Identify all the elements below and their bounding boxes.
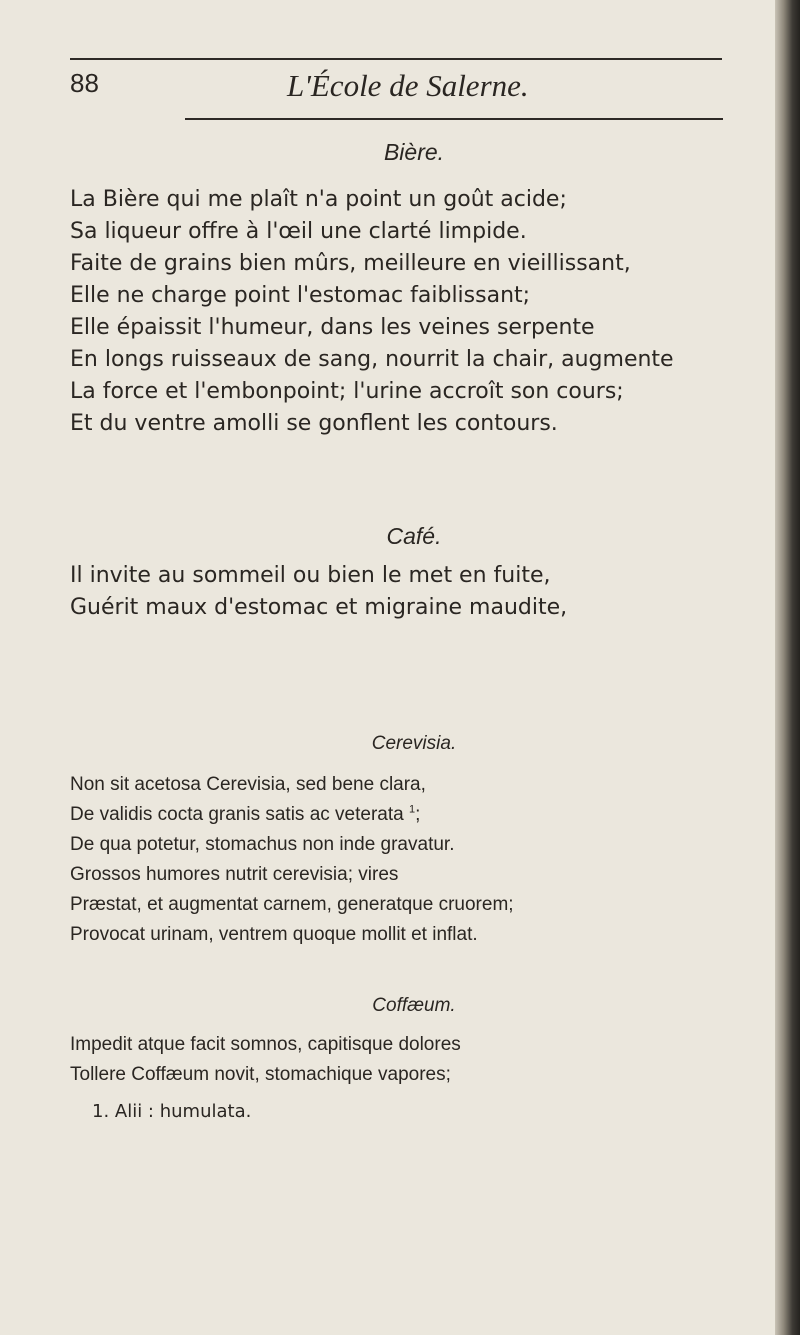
verse-line: Grossos humores nutrit cerevisia; vires — [70, 864, 399, 885]
verse-line: Non sit acetosa Cerevisia, sed bene clara, — [70, 774, 426, 795]
verse-line: La force et l'embonpoint; l'urine accroît son cours; — [70, 379, 624, 404]
verse-line: Elle ne charge point l'estomac faiblissant; — [70, 283, 531, 308]
page-number: 88 — [70, 68, 99, 98]
verse-line: De qua potetur, stomachus non inde gravatur. — [70, 834, 455, 855]
verse-line: Faite de grains bien mûrs, meilleure en vieillissant, — [70, 251, 631, 276]
verse-line: En longs ruisseaux de sang, nourrit la chair, augmente — [70, 347, 674, 372]
verse-line: Provocat urinam, ventrem quoque mollit et inflat. — [70, 924, 478, 945]
verses-cafe — [70, 560, 760, 624]
verse-line: Impedit atque facit somnos, capitisque dolores — [70, 1034, 461, 1055]
verse-line: Præstat, et augmentat carnem, generatque cruorem; — [70, 894, 514, 915]
verse-line: Guérit maux d'estomac et migraine maudite, — [70, 595, 568, 620]
page-edge-shadow — [775, 0, 800, 1335]
header-rule-top — [70, 58, 722, 60]
section-title-cafe: Café. — [386, 523, 442, 549]
verse-line: Tollere Coffæum novit, stomachique vapores; — [70, 1064, 451, 1085]
section-title-coffaeum: Coffæum. — [372, 995, 456, 1016]
verse-line: La Bière qui me plaît n'a point un goût acide; — [70, 187, 567, 212]
verse-line: Il invite au sommeil ou bien le met en fuite, — [70, 563, 551, 588]
verse-line: Elle épaissit l'humeur, dans les veines serpente — [70, 315, 595, 340]
verse-line: Sa liqueur offre à l'œil une clarté limpide. — [70, 219, 527, 244]
section-title-cerevisia: Cerevisia. — [371, 733, 457, 754]
verses-cerevisia — [70, 770, 760, 950]
verse-line: Et du ventre amolli se gonflent les contours. — [70, 411, 558, 436]
footnote: 1. Alii : humulata. — [92, 1101, 252, 1122]
verses-biere — [70, 184, 760, 440]
verse-text: De validis cocta granis satis ac veterata — [70, 804, 404, 825]
section-title-biere: Bière. — [383, 139, 445, 165]
verse-line — [70, 800, 760, 830]
footnote-marker: 1 — [409, 803, 416, 816]
running-title: L'École de Salerne. — [287, 68, 529, 103]
header-rule-bottom — [185, 118, 723, 120]
verse-punctuation: ; — [415, 804, 421, 825]
verses-coffaeum — [70, 1030, 760, 1090]
